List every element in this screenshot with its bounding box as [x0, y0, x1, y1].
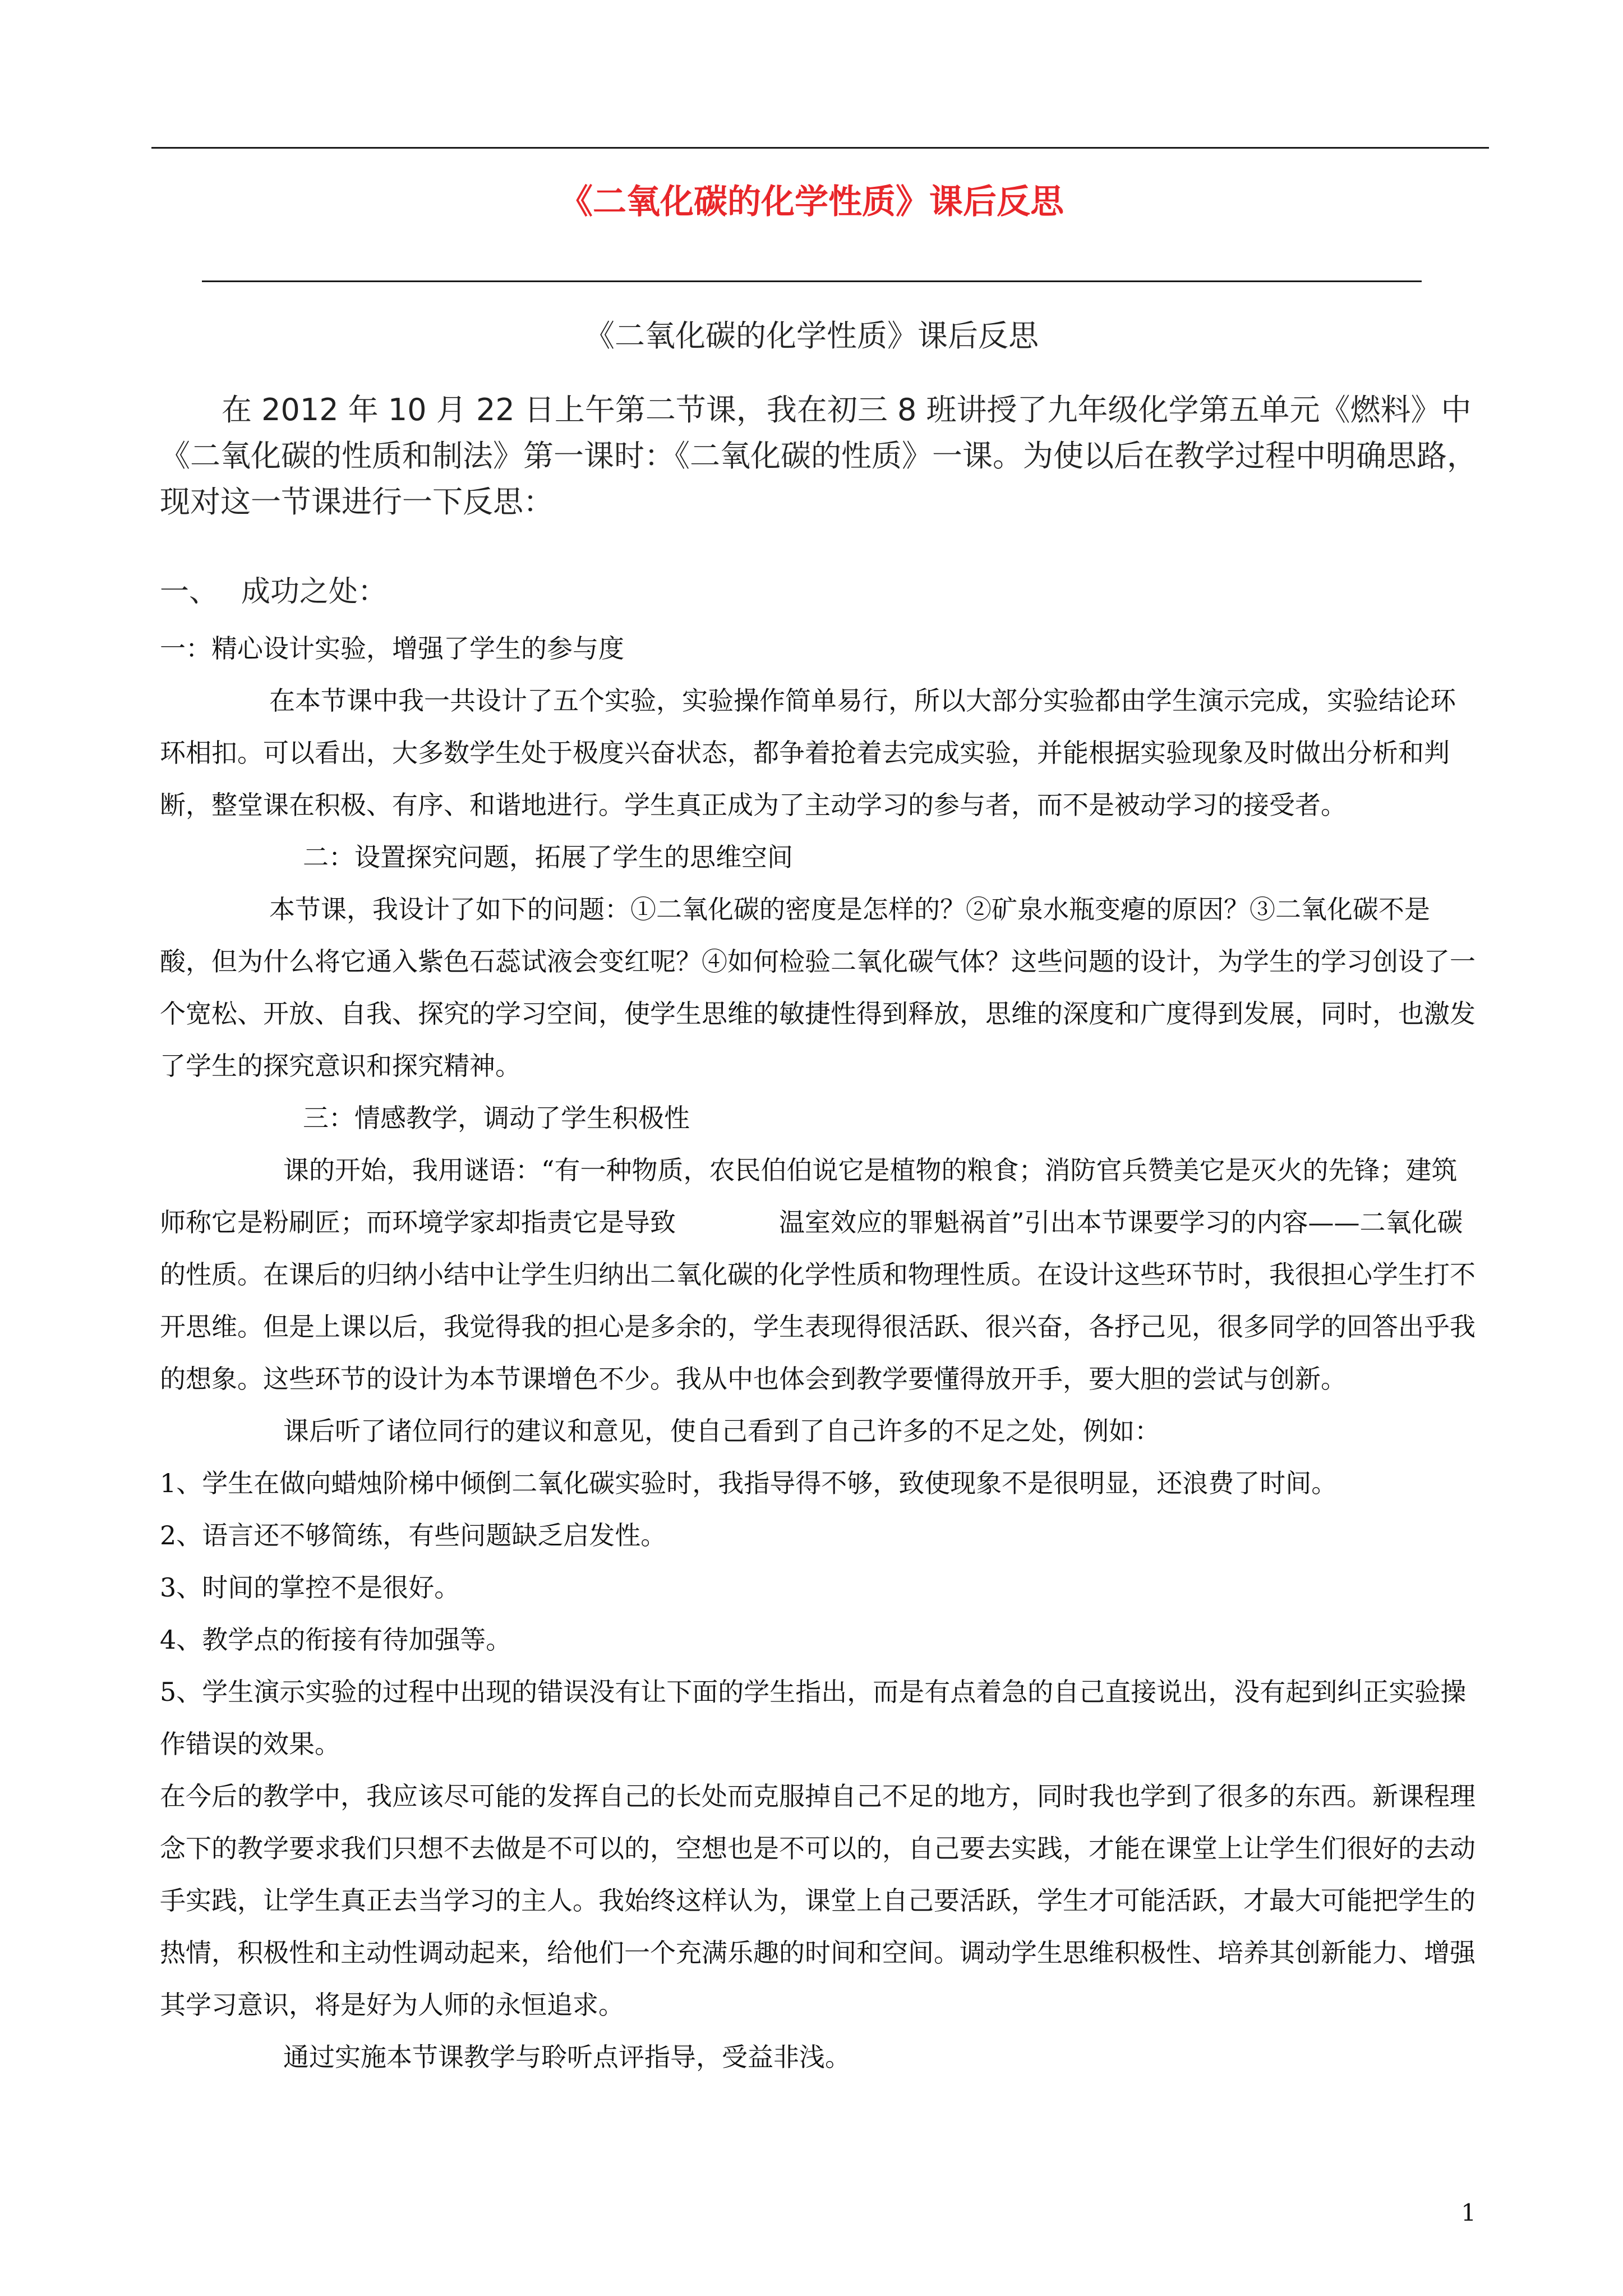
- list-item: 1、学生在做向蜡烛阶梯中倾倒二氧化碳实验时，我指导得不够，致使现象不是很明显，还浪费了时间。: [160, 1468, 1338, 1498]
- intro-paragraph: [160, 387, 1483, 525]
- body-text: [160, 623, 1481, 2083]
- intro-text: 在 2012 年 10 月 22 日上午第二节课，我在初三 8 班讲授了九年级化学第五单元《燃料》中《二氧化碳的性质和制法》第一课时：《二氧化碳的性质》一课。为使以后在教学过程中明确思路，现对这一节课进行一下反思：: [160, 392, 1477, 519]
- paragraph-4: 课后听了诸位同行的建议和意见，使自己看到了自己许多的不足之处，例如：: [283, 1416, 1160, 1446]
- list-item: 3、时间的掌控不是很好。: [160, 1572, 460, 1603]
- section-number: 一、: [160, 575, 219, 609]
- list-item: 5、学生演示实验的过程中出现的错误没有让下面的学生指出，而是有点着急的自己直接说出，没有起到纠正实验操作错误的效果。: [160, 1677, 1467, 1759]
- subheading-1: 一：精心设计实验，增强了学生的参与度: [160, 633, 624, 664]
- embedded-title: 《二氧化碳的化学性质》课后反思: [584, 318, 1039, 353]
- list-item: 2、语言还不够简练，有些问题缺乏启发性。: [160, 1520, 667, 1550]
- header-rule: [151, 147, 1489, 149]
- subheading-2: 二：设置探究问题，拓展了学生的思维空间: [303, 842, 793, 872]
- section-rule: [202, 280, 1422, 282]
- paragraph-1: 在本节课中我一共设计了五个实验，实验操作简单易行，所以大部分实验都由学生演示完成，实验结论环环相扣。可以看出，大多数学生处于极度兴奋状态，都争着抢着去完成实验，并能根据实验现象及时做出分析和判断，整堂课在积极、有序、和谐地进行。学生真正成为了主动学习的参与者，而不是被动学习的接受者。: [160, 685, 1456, 820]
- section-label: 成功之处：: [241, 575, 388, 609]
- list-item: 4、教学点的衔接有待加强等。: [160, 1625, 512, 1655]
- paragraph-3: 课的开始，我用谜语：“有一种物质，农民伯伯说它是植物的粮食；消防官兵赞美它是灭火的先锋；建筑师称它是粉刷匠；而环境学家却指责它是导致 温室效应的罪魁祸首”引出本节课要学习的内容——二氧化碳的性质。在课后的归纳小结中让学生归纳出二氧化碳的化学性质和物理性质。在设计这些环节时，我很担心学生打不开思维。但是上课以后，我觉得我的担心是多余的，学生表现得很活跃、很兴奋，各抒己见，很多同学的回答出乎我的想象。这些环节的设计为本节课增色不少。我从中也体会到教学要懂得放开手，要大胆的尝试与创新。: [160, 1155, 1476, 1394]
- paragraph-5: 在今后的教学中，我应该尽可能的发挥自己的长处而克服掉自己不足的地方，同时我也学到了很多的东西。新课程理念下的教学要求我们只想不去做是不可以的，空想也是不可以的，自己要去实践，才能在课堂上让学生们很好的去动手实践，让学生真正去当学习的主人。我始终这样认为，课堂上自己要活跃，学生才可能活跃，才最大可能把学生的热情，积极性和主动性调动起来，给他们一个充满乐趣的时间和空间。调动学生思维积极性、培养其创新能力、增强其学习意识，将是好为人师的永恒追求。: [160, 1781, 1476, 2020]
- document-title: 《二氧化碳的化学性质》课后反思: [559, 182, 1064, 222]
- subheading-3: 三：情感教学，调动了学生积极性: [303, 1103, 690, 1133]
- paragraph-2: 本节课，我设计了如下的问题：①二氧化碳的密度是怎样的？②矿泉水瓶变瘪的原因？③二氧化碳不是酸，但为什么将它通入紫色石蕊试液会变红呢？④如何检验二氧化碳气体？这些问题的设计，为学生的学习创设了一个宽松、开放、自我、探究的学习空间，使学生思维的敏捷性得到释放，思维的深度和广度得到发展，同时，也激发了学生的探究意识和探究精神。: [160, 894, 1476, 1081]
- section-heading: [160, 568, 387, 610]
- paragraph-6: 通过实施本节课教学与聆听点评指导，受益非浅。: [283, 2042, 851, 2072]
- page-number: 1: [1461, 2199, 1476, 2226]
